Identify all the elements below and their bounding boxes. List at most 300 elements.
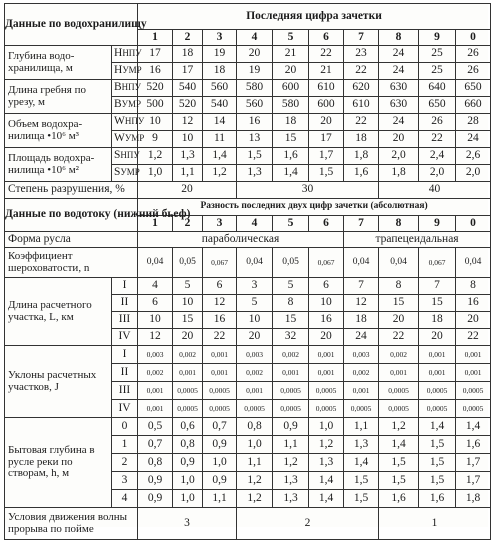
last-digit-header: Последняя цифра зачетки bbox=[138, 4, 491, 30]
slope-value: 0,001 bbox=[419, 346, 456, 364]
gauge-number: 3 bbox=[112, 472, 138, 490]
depth-value: 1,2 bbox=[237, 490, 273, 508]
gauge-number: 0 bbox=[112, 418, 138, 436]
roughness-label: Коэффициент шероховатости, n bbox=[5, 248, 138, 278]
length-value: 15 bbox=[419, 295, 456, 312]
symbol-subscript: УМР bbox=[120, 167, 140, 178]
value-cell: 610 bbox=[344, 97, 379, 114]
slope-value: 0,001 bbox=[138, 382, 173, 400]
value-cell: 580 bbox=[273, 97, 309, 114]
value-cell: 24 bbox=[456, 131, 491, 148]
value-cell: 20 bbox=[237, 46, 273, 63]
roughness-value: 0,04 bbox=[237, 248, 273, 278]
value-cell: 640 bbox=[419, 80, 456, 97]
gauge-number: 4 bbox=[112, 490, 138, 508]
length-value: 10 bbox=[173, 295, 203, 312]
parameter-symbol bbox=[112, 46, 142, 63]
value-cell: 580 bbox=[237, 80, 273, 97]
slope-value: 0,002 bbox=[379, 346, 419, 364]
depth-value: 0,9 bbox=[173, 454, 203, 472]
degree-value: 20 bbox=[138, 182, 237, 199]
value-cell: 1,4 bbox=[273, 165, 309, 182]
value-cell: 650 bbox=[419, 97, 456, 114]
depth-value: 1,5 bbox=[344, 490, 379, 508]
digit-header: 3 bbox=[203, 30, 237, 46]
depth-value: 1,1 bbox=[273, 436, 309, 454]
value-cell: 600 bbox=[309, 97, 344, 114]
roughness-value: 0,04 bbox=[344, 248, 379, 278]
value-cell: 2,4 bbox=[419, 148, 456, 165]
symbol-letter: H bbox=[114, 64, 123, 77]
channel-parabolic: параболическая bbox=[138, 232, 344, 248]
depth-value: 1,0 bbox=[309, 418, 344, 436]
table-row bbox=[5, 4, 491, 30]
length-value: 18 bbox=[419, 312, 456, 329]
table-row bbox=[5, 346, 491, 364]
value-cell: 23 bbox=[344, 46, 379, 63]
depth-value: 0,9 bbox=[203, 472, 237, 490]
value-cell: 17 bbox=[173, 63, 203, 80]
length-value: 20 bbox=[419, 329, 456, 346]
degree-label: Степень разрушения, % bbox=[5, 182, 138, 199]
parameter-symbol bbox=[112, 148, 138, 165]
roughness-value: 0,04 bbox=[379, 248, 419, 278]
parameter-label: Глубина водо-хранилища, м bbox=[5, 46, 112, 80]
value-cell: 21 bbox=[273, 46, 309, 63]
depth-value: 1,4 bbox=[456, 418, 491, 436]
value-cell: 25 bbox=[419, 46, 456, 63]
depth-value: 1,5 bbox=[379, 454, 419, 472]
gauge-number: 1 bbox=[112, 436, 138, 454]
table-row bbox=[5, 182, 491, 199]
value-cell: 1,4 bbox=[203, 148, 237, 165]
value-cell: 1,8 bbox=[379, 165, 419, 182]
slope-value: 0,001 bbox=[173, 364, 203, 382]
length-label: Длина расчетного участка, L, км bbox=[5, 278, 112, 346]
digit-header: 8 bbox=[379, 216, 419, 232]
slope-value: 0,0005 bbox=[203, 382, 237, 400]
depth-value: 0,9 bbox=[273, 418, 309, 436]
table-row bbox=[5, 418, 491, 436]
depth-value: 1,5 bbox=[419, 472, 456, 490]
depth-value: 0,9 bbox=[138, 472, 173, 490]
value-cell: 28 bbox=[456, 114, 491, 131]
table-row bbox=[5, 114, 491, 131]
depth-value: 1,2 bbox=[273, 454, 309, 472]
value-cell: 19 bbox=[203, 46, 237, 63]
value-cell: 20 bbox=[273, 63, 309, 80]
digit-header: 7 bbox=[344, 30, 379, 46]
section-number: II bbox=[112, 364, 138, 382]
scanned-table-page bbox=[4, 3, 488, 535]
value-cell: 18 bbox=[273, 114, 309, 131]
depth-value: 1,4 bbox=[419, 418, 456, 436]
slope-value: 0,001 bbox=[419, 364, 456, 382]
value-cell: 14 bbox=[203, 114, 237, 131]
value-cell: 16 bbox=[237, 114, 273, 131]
value-cell: 1,2 bbox=[138, 148, 173, 165]
slope-value: 0,001 bbox=[237, 382, 273, 400]
roughness-value: 0,04 bbox=[456, 248, 491, 278]
digit-header: 5 bbox=[273, 30, 309, 46]
depth-value: 1,1 bbox=[344, 418, 379, 436]
length-value: 20 bbox=[456, 312, 491, 329]
value-cell: 540 bbox=[173, 80, 203, 97]
slope-value: 0,0005 bbox=[379, 400, 419, 418]
slope-value: 0,0005 bbox=[237, 400, 273, 418]
slope-value: 0,001 bbox=[273, 364, 309, 382]
length-value: 8 bbox=[379, 278, 419, 295]
value-cell: 22 bbox=[419, 131, 456, 148]
value-cell: 560 bbox=[237, 97, 273, 114]
table-row bbox=[5, 80, 491, 97]
depth-value: 1,2 bbox=[309, 436, 344, 454]
symbol-letter: W bbox=[114, 132, 125, 145]
depth-label: Бытовая глубина в русле реки по створам, h, м bbox=[5, 418, 112, 508]
flow-value: 2 bbox=[237, 508, 379, 540]
slope-value: 0,001 bbox=[344, 382, 379, 400]
value-cell: 24 bbox=[379, 63, 419, 80]
digit-header: 4 bbox=[237, 30, 273, 46]
depth-value: 1,0 bbox=[237, 436, 273, 454]
symbol-letter: B bbox=[114, 81, 122, 94]
length-value: 32 bbox=[273, 329, 309, 346]
section-number: III bbox=[112, 312, 138, 329]
roughness-value: 0,05 bbox=[173, 248, 203, 278]
depth-value: 1,2 bbox=[237, 472, 273, 490]
slopes-label: Уклоны расчетных участков, J bbox=[5, 346, 112, 418]
depth-value: 1,6 bbox=[456, 436, 491, 454]
value-cell: 18 bbox=[173, 46, 203, 63]
digit-header: 5 bbox=[273, 216, 309, 232]
depth-value: 0,9 bbox=[203, 436, 237, 454]
roughness-value: 0,04 bbox=[138, 248, 173, 278]
value-cell: 16 bbox=[138, 63, 173, 80]
value-cell: 2,0 bbox=[419, 165, 456, 182]
value-cell: 2,6 bbox=[456, 148, 491, 165]
parameter-symbol bbox=[112, 80, 142, 97]
depth-value: 1,0 bbox=[203, 454, 237, 472]
parameter-symbol bbox=[112, 63, 142, 80]
value-cell: 500 bbox=[138, 97, 173, 114]
depth-value: 1,4 bbox=[344, 454, 379, 472]
depth-value: 0,8 bbox=[173, 436, 203, 454]
section-number: I bbox=[112, 278, 138, 295]
slope-value: 0,001 bbox=[309, 346, 344, 364]
value-cell: 520 bbox=[173, 97, 203, 114]
depth-value: 1,5 bbox=[419, 436, 456, 454]
value-cell: 1,2 bbox=[203, 165, 237, 182]
gauge-number: 2 bbox=[112, 454, 138, 472]
depth-value: 1,4 bbox=[309, 490, 344, 508]
length-value: 16 bbox=[456, 295, 491, 312]
value-cell: 1,7 bbox=[309, 148, 344, 165]
length-value: 10 bbox=[138, 312, 173, 329]
length-value: 6 bbox=[138, 295, 173, 312]
slope-value: 0,0005 bbox=[344, 400, 379, 418]
digit-header: 1 bbox=[138, 216, 173, 232]
depth-value: 1,2 bbox=[379, 418, 419, 436]
symbol-subscript: УМР bbox=[122, 65, 142, 76]
slope-value: 0,002 bbox=[344, 364, 379, 382]
length-value: 5 bbox=[173, 278, 203, 295]
length-value: 18 bbox=[344, 312, 379, 329]
value-cell: 1,0 bbox=[138, 165, 173, 182]
parameter-label: Длина гребня по урезу, м bbox=[5, 80, 112, 114]
symbol-letter: S bbox=[114, 149, 121, 162]
slope-value: 0,003 bbox=[237, 346, 273, 364]
value-cell: 600 bbox=[273, 80, 309, 97]
slope-value: 0,0005 bbox=[456, 400, 491, 418]
depth-value: 1,1 bbox=[203, 490, 237, 508]
value-cell: 18 bbox=[203, 63, 237, 80]
parameter-symbol bbox=[112, 131, 145, 148]
slope-value: 0,0005 bbox=[419, 400, 456, 418]
reservoir-header: Данные по водохранилищу bbox=[5, 4, 138, 46]
value-cell: 660 bbox=[456, 97, 491, 114]
length-value: 20 bbox=[237, 329, 273, 346]
symbol-subscript: НПУ bbox=[124, 116, 145, 127]
depth-value: 1,3 bbox=[344, 436, 379, 454]
length-value: 10 bbox=[309, 295, 344, 312]
length-value: 12 bbox=[203, 295, 237, 312]
length-value: 5 bbox=[273, 278, 309, 295]
slope-value: 0,003 bbox=[344, 346, 379, 364]
slope-value: 0,0005 bbox=[173, 400, 203, 418]
table-row bbox=[5, 278, 491, 295]
slope-value: 0,0005 bbox=[379, 382, 419, 400]
slope-value: 0,002 bbox=[138, 364, 173, 382]
parameter-symbol bbox=[112, 97, 142, 114]
depth-value: 1,4 bbox=[309, 472, 344, 490]
length-value: 24 bbox=[344, 329, 379, 346]
value-cell: 1,8 bbox=[344, 148, 379, 165]
value-cell: 15 bbox=[273, 131, 309, 148]
value-cell: 21 bbox=[309, 63, 344, 80]
table-row bbox=[5, 232, 491, 248]
length-value: 12 bbox=[344, 295, 379, 312]
symbol-subscript: НПУ bbox=[120, 150, 140, 161]
symbol-letter: W bbox=[114, 115, 125, 128]
depth-value: 0,7 bbox=[203, 418, 237, 436]
value-cell: 24 bbox=[379, 46, 419, 63]
symbol-letter: H bbox=[114, 47, 123, 60]
value-cell: 1,3 bbox=[237, 165, 273, 182]
depth-value: 1,0 bbox=[173, 490, 203, 508]
flow-label: Условия движения волны прорыва по пойме bbox=[5, 508, 138, 540]
value-cell: 13 bbox=[237, 131, 273, 148]
value-cell: 1,6 bbox=[344, 165, 379, 182]
slope-value: 0,001 bbox=[203, 364, 237, 382]
value-cell: 630 bbox=[379, 80, 419, 97]
value-cell: 9 bbox=[138, 131, 173, 148]
section-number: I bbox=[112, 346, 138, 364]
slope-value: 0,001 bbox=[203, 346, 237, 364]
parameter-symbol bbox=[112, 165, 138, 182]
table-row bbox=[5, 46, 491, 63]
river-header: Данные по водотоку (нижний бьеф) bbox=[5, 199, 138, 232]
length-value: 6 bbox=[309, 278, 344, 295]
value-cell: 20 bbox=[379, 131, 419, 148]
value-cell: 650 bbox=[456, 80, 491, 97]
length-value: 8 bbox=[456, 278, 491, 295]
symbol-subscript: УМР bbox=[121, 99, 142, 110]
value-cell: 630 bbox=[379, 97, 419, 114]
length-value: 7 bbox=[419, 278, 456, 295]
digit-header: 3 bbox=[203, 216, 237, 232]
slope-value: 0,002 bbox=[237, 364, 273, 382]
symbol-letter: S bbox=[114, 166, 121, 179]
symbol-subscript: НПУ bbox=[122, 48, 142, 59]
slope-value: 0,002 bbox=[273, 346, 309, 364]
slope-value: 0,001 bbox=[379, 364, 419, 382]
slope-value: 0,0005 bbox=[173, 382, 203, 400]
depth-value: 1,5 bbox=[419, 454, 456, 472]
value-cell: 520 bbox=[138, 80, 173, 97]
length-value: 20 bbox=[309, 329, 344, 346]
slope-value: 0,0005 bbox=[203, 400, 237, 418]
digit-header: 2 bbox=[173, 216, 203, 232]
value-cell: 22 bbox=[344, 63, 379, 80]
table-row bbox=[5, 508, 491, 540]
slope-value: 0,001 bbox=[456, 346, 491, 364]
degree-value: 30 bbox=[237, 182, 379, 199]
value-cell: 2,0 bbox=[456, 165, 491, 182]
value-cell: 620 bbox=[344, 80, 379, 97]
flow-value: 3 bbox=[138, 508, 237, 540]
depth-value: 0,9 bbox=[138, 490, 173, 508]
difference-header: Разность последних двух цифр зачетки (абсолютная) bbox=[138, 199, 491, 216]
value-cell: 1,3 bbox=[173, 148, 203, 165]
value-cell: 17 bbox=[309, 131, 344, 148]
roughness-value: 0,067 bbox=[419, 248, 456, 278]
table-row bbox=[5, 148, 491, 165]
depth-value: 0,6 bbox=[173, 418, 203, 436]
section-number: III bbox=[112, 382, 138, 400]
length-value: 15 bbox=[273, 312, 309, 329]
value-cell: 26 bbox=[456, 46, 491, 63]
value-cell: 540 bbox=[203, 97, 237, 114]
length-value: 22 bbox=[456, 329, 491, 346]
length-value: 5 bbox=[237, 295, 273, 312]
length-value: 12 bbox=[138, 329, 173, 346]
table-row bbox=[5, 248, 491, 278]
length-value: 7 bbox=[344, 278, 379, 295]
parameter-label: Объем водохра-нилища •10⁶ м³ bbox=[5, 114, 112, 148]
value-cell: 19 bbox=[237, 63, 273, 80]
value-cell: 25 bbox=[419, 63, 456, 80]
length-value: 3 bbox=[237, 278, 273, 295]
value-cell: 18 bbox=[344, 131, 379, 148]
depth-value: 0,5 bbox=[138, 418, 173, 436]
digit-header: 2 bbox=[173, 30, 203, 46]
value-cell: 26 bbox=[456, 63, 491, 80]
value-cell: 560 bbox=[203, 80, 237, 97]
value-cell: 24 bbox=[379, 114, 419, 131]
value-cell: 1,5 bbox=[237, 148, 273, 165]
depth-value: 0,7 bbox=[138, 436, 173, 454]
length-value: 16 bbox=[203, 312, 237, 329]
length-value: 22 bbox=[379, 329, 419, 346]
depth-value: 1,7 bbox=[456, 472, 491, 490]
value-cell: 22 bbox=[309, 46, 344, 63]
digit-header: 0 bbox=[456, 30, 491, 46]
symbol-letter: B bbox=[114, 98, 122, 111]
slope-value: 0,002 bbox=[173, 346, 203, 364]
value-cell: 1,5 bbox=[309, 165, 344, 182]
length-value: 20 bbox=[173, 329, 203, 346]
table-row bbox=[5, 199, 491, 216]
depth-value: 1,5 bbox=[379, 472, 419, 490]
table-body bbox=[5, 4, 491, 540]
channel-label: Форма русла bbox=[5, 232, 138, 248]
value-cell: 26 bbox=[419, 114, 456, 131]
digit-header: 0 bbox=[456, 216, 491, 232]
section-number: IV bbox=[112, 400, 138, 418]
digit-header: 8 bbox=[379, 30, 419, 46]
digit-header: 9 bbox=[419, 216, 456, 232]
section-number: II bbox=[112, 295, 138, 312]
flow-value: 1 bbox=[379, 508, 491, 540]
depth-value: 1,4 bbox=[379, 436, 419, 454]
channel-trapezoidal: трапецеидальная bbox=[344, 232, 491, 248]
slope-value: 0,0005 bbox=[273, 382, 309, 400]
slope-value: 0,001 bbox=[309, 364, 344, 382]
parameter-symbol bbox=[112, 114, 145, 131]
digit-header: 9 bbox=[419, 30, 456, 46]
depth-value: 0,8 bbox=[237, 418, 273, 436]
length-value: 22 bbox=[203, 329, 237, 346]
assignment-data-table bbox=[4, 3, 491, 540]
value-cell: 610 bbox=[309, 80, 344, 97]
digit-header: 1 bbox=[138, 30, 173, 46]
slope-value: 0,001 bbox=[456, 364, 491, 382]
length-value: 8 bbox=[273, 295, 309, 312]
digit-header: 4 bbox=[237, 216, 273, 232]
length-value: 15 bbox=[173, 312, 203, 329]
value-cell: 1,1 bbox=[173, 165, 203, 182]
depth-value: 1,1 bbox=[237, 454, 273, 472]
value-cell: 10 bbox=[138, 114, 173, 131]
value-cell: 2,0 bbox=[379, 148, 419, 165]
symbol-subscript: УМР bbox=[124, 133, 145, 144]
digit-header: 7 bbox=[344, 216, 379, 232]
length-value: 16 bbox=[309, 312, 344, 329]
length-value: 4 bbox=[138, 278, 173, 295]
depth-value: 1,5 bbox=[344, 472, 379, 490]
value-cell: 1,6 bbox=[273, 148, 309, 165]
parameter-label: Площадь водохра-нилища •10⁶ м² bbox=[5, 148, 112, 182]
value-cell: 10 bbox=[173, 131, 203, 148]
slope-value: 0,0005 bbox=[419, 382, 456, 400]
depth-value: 1,8 bbox=[456, 490, 491, 508]
section-number: IV bbox=[112, 329, 138, 346]
length-value: 15 bbox=[379, 295, 419, 312]
depth-value: 1,3 bbox=[309, 454, 344, 472]
depth-value: 1,0 bbox=[173, 472, 203, 490]
roughness-value: 0,067 bbox=[203, 248, 237, 278]
length-value: 10 bbox=[237, 312, 273, 329]
symbol-subscript: НПУ bbox=[121, 82, 142, 93]
depth-value: 1,3 bbox=[273, 490, 309, 508]
depth-value: 1,6 bbox=[379, 490, 419, 508]
length-value: 20 bbox=[379, 312, 419, 329]
value-cell: 11 bbox=[203, 131, 237, 148]
length-value: 6 bbox=[203, 278, 237, 295]
depth-value: 0,8 bbox=[138, 454, 173, 472]
slope-value: 0,0005 bbox=[273, 400, 309, 418]
value-cell: 17 bbox=[138, 46, 173, 63]
